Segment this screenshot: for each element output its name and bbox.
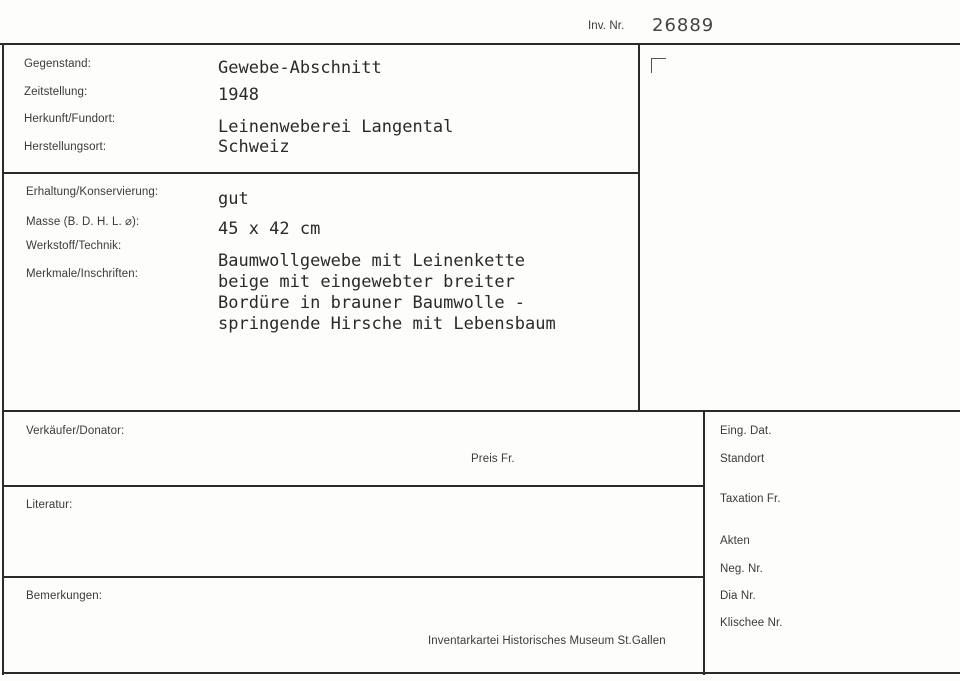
literatur-rule bbox=[2, 576, 704, 578]
inv-nr-label: Inv. Nr. bbox=[588, 20, 625, 32]
card-footer: Inventarkartei Historisches Museum St.Gallen bbox=[428, 635, 666, 647]
label-masse: Masse (B. D. H. L. ⌀): bbox=[26, 216, 140, 228]
inv-nr-value: 26889 bbox=[652, 15, 715, 36]
label-klischee-nr: Klischee Nr. bbox=[720, 617, 783, 629]
value-zeitstellung: 1948 bbox=[218, 85, 259, 105]
verkaeufer-rule bbox=[2, 485, 704, 487]
value-merkmale-line2: beige mit eingewebter breiter bbox=[218, 272, 515, 292]
value-merkmale-line4: springende Hirsche mit Lebensbaum bbox=[218, 314, 556, 334]
label-merkmale: Merkmale/Inschriften: bbox=[26, 268, 139, 280]
label-eing-dat: Eing. Dat. bbox=[720, 425, 772, 437]
label-verkaeufer: Verkäufer/Donator: bbox=[26, 425, 125, 437]
label-gegenstand: Gegenstand: bbox=[24, 58, 91, 70]
header-rule bbox=[0, 43, 960, 45]
label-literatur: Literatur: bbox=[26, 499, 73, 511]
value-erhaltung: gut bbox=[218, 189, 249, 209]
label-preis: Preis Fr. bbox=[471, 453, 515, 465]
value-herstellungsort: Schweiz bbox=[218, 137, 290, 157]
label-akten: Akten bbox=[720, 535, 750, 547]
image-corner-mark bbox=[651, 58, 666, 73]
bottom-divider-vertical bbox=[703, 410, 705, 675]
top-divider-vertical bbox=[638, 43, 640, 411]
label-dia-nr: Dia Nr. bbox=[720, 590, 756, 602]
value-gegenstand: Gewebe-Abschnitt bbox=[218, 58, 382, 78]
value-masse: 45 x 42 cm bbox=[218, 219, 321, 239]
middle-rule bbox=[2, 410, 960, 412]
bottom-rule bbox=[2, 672, 960, 674]
label-standort: Standort bbox=[720, 453, 765, 465]
label-erhaltung: Erhaltung/Konservierung: bbox=[26, 186, 159, 198]
label-neg-nr: Neg. Nr. bbox=[720, 563, 763, 575]
label-herkunft: Herkunft/Fundort: bbox=[24, 113, 116, 125]
label-bemerkungen: Bemerkungen: bbox=[26, 590, 102, 602]
value-merkmale-line3: Bordüre in brauner Baumwolle - bbox=[218, 293, 526, 313]
label-taxation: Taxation Fr. bbox=[720, 493, 781, 505]
value-herkunft: Leinenweberei Langental bbox=[218, 117, 454, 137]
label-zeitstellung: Zeitstellung: bbox=[24, 86, 88, 98]
value-merkmale-line1: Baumwollgewebe mit Leinenkette bbox=[218, 251, 526, 271]
label-herstellungsort: Herstellungsort: bbox=[24, 141, 107, 153]
section1-rule bbox=[2, 172, 639, 174]
label-werkstoff: Werkstoff/Technik: bbox=[26, 240, 122, 252]
left-border bbox=[2, 43, 4, 675]
